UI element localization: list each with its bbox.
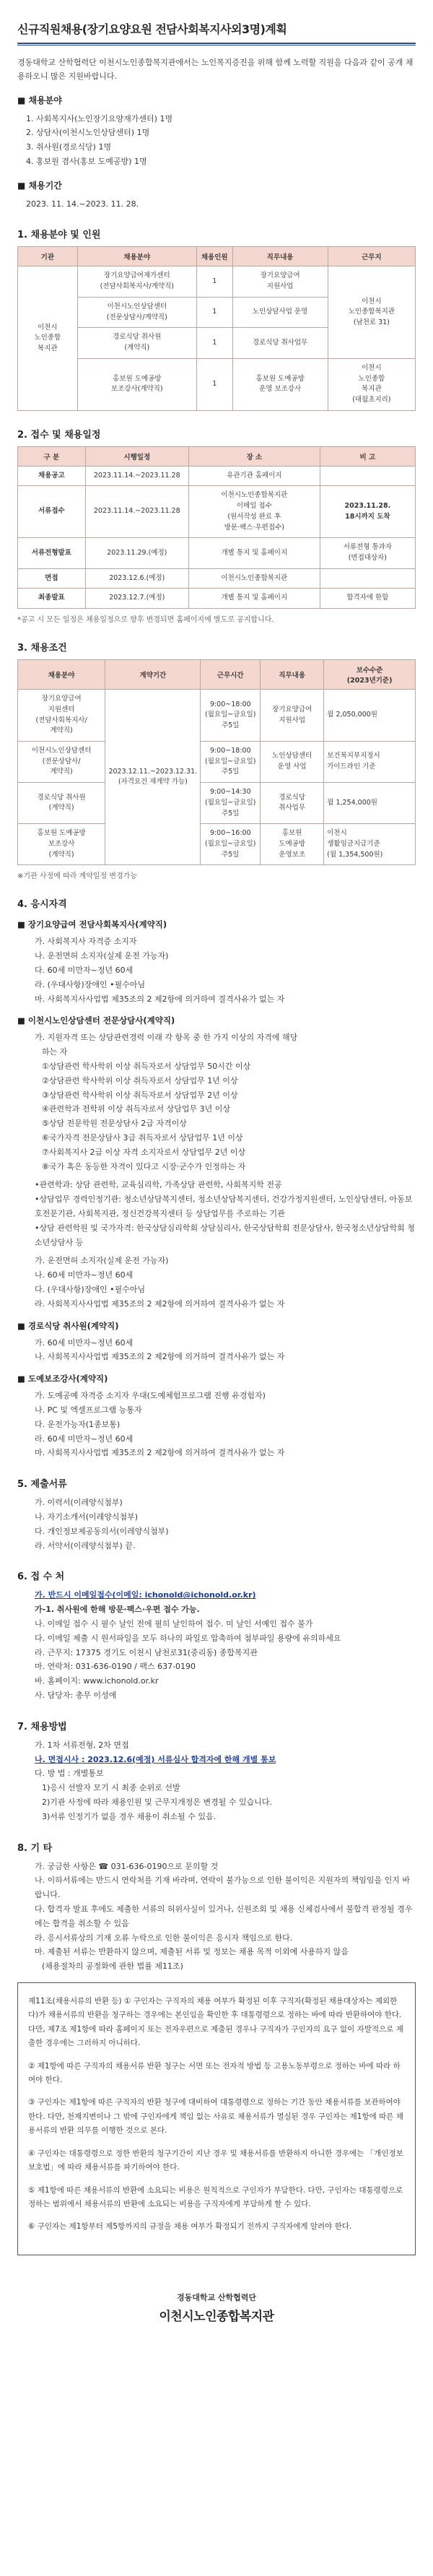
table-cell: 홍보원 도예공방 보조강사 (계약직) <box>18 824 105 865</box>
table-header: 보수수준 (2023년기준) <box>324 660 416 690</box>
visit-submission-line: 가-1. 취사원에 한해 방문·팩스·우편 접수 가능. <box>35 1605 200 1615</box>
table-cell: 이천시 생활임금지급기준 (월 1,354,500원) <box>324 824 416 865</box>
qualification-head-social-worker: ■ 장기요양급여 전담사회복지사(계약직) <box>17 919 167 930</box>
table-row <box>18 358 416 410</box>
section-8-title: 8. 기 타 <box>17 1842 53 1854</box>
table-header: 근무지 <box>328 247 415 266</box>
table-cell: 경로식당 취사업무 <box>232 328 328 358</box>
list-item: ①상담관련 학사학위 이상 취득자로서 상담업무 50시간 이상 <box>42 1062 251 1072</box>
section-7-title: 7. 채용방법 <box>17 1721 67 1732</box>
conditions-table <box>17 659 416 865</box>
table-header: 근무시간 <box>201 660 261 690</box>
list-item: 나. PC 및 엑셀프로그램 능통자 <box>35 1405 142 1415</box>
list-item: 다. 60세 미만자~정년 60세 <box>35 966 134 976</box>
table-cell: 이천시노인종합복지관 <box>188 568 320 589</box>
table-cell: 개별 통지 및 홈페이지 <box>188 538 320 568</box>
table-row <box>18 568 416 589</box>
list-item: 2. 상담사(이천시노인상담센터) 1명 <box>26 128 150 138</box>
table-cell: 이천시노인상담센터 (전문상담사/계약직) <box>77 297 196 327</box>
table-cell: 1 <box>196 297 232 327</box>
list-item: 3. 취사원(경로식당) 1명 <box>26 142 112 152</box>
table-cell <box>320 568 415 589</box>
list-item: 나. 사회복지사사업법 제35조의 2 제2항에 의거하여 결격사유가 없는 자 <box>35 1352 285 1362</box>
list-item: 라. 60세 미만자~정년 60세 <box>35 1434 134 1444</box>
list-item: ⑥국가자격 전문상담사 3급 취득자로서 상담업무 1년 이상 <box>42 1133 243 1143</box>
table-header: 기관 <box>18 247 78 266</box>
table-cell: 이천시노인종합복지관 이메일 접수 (원서작성 완료 후 방문·팩스·우편접수) <box>188 486 320 538</box>
list-item: 나. 60세 미만자~정년 60세 <box>35 1270 134 1280</box>
title-divider <box>17 43 416 45</box>
list-item: 마. 사회복지사사업법 제35조의 2 제2항에 의거하여 결격사유가 없는 자 <box>35 1448 285 1458</box>
table-row <box>18 783 416 824</box>
list-item: 라. (우대사항)장애인 •필수아님 <box>35 979 146 989</box>
footer-org-university: 경동대학교 산학협력단 <box>176 2292 257 2302</box>
footer <box>17 2263 416 2324</box>
table-cell: 9:00~18:00 (월요일~금요일) 주5일 <box>201 742 261 783</box>
table-cell: 1 <box>196 358 232 410</box>
footer-org-center: 이천시노인종합복지관 <box>159 2309 274 2324</box>
section-5-title: 5. 제출서류 <box>17 1479 67 1491</box>
list-item: (채용절차의 공정화에 관한 법률 제11조) <box>42 1961 183 1972</box>
table-cell: 2023.11.28. 18시까지 도착 <box>320 486 415 538</box>
table-row <box>18 266 416 297</box>
table-cell: 2023.11.14.~2023.11.28 <box>85 466 188 486</box>
section-3-title: 3. 채용조건 <box>17 643 67 654</box>
list-item: 가. 1차 서류전형, 2차 면접 <box>35 1740 129 1750</box>
table-cell: 경로식당 취사원 (계약직) <box>77 328 196 358</box>
table-cell: 월 1,254,000원 <box>324 783 416 824</box>
list-item: 가. 사회복지사 자격증 소지자 <box>35 937 137 947</box>
table-cell: 2023.11.29.(예정) <box>85 538 188 568</box>
list-item: 다. 합격자 발표 후에도 제출한 서류의 허위사실이 있거나, 신원조회 및 채용 신체검사에서 불합격 판정될 경우에는 합격을 취소할 수 있음 <box>35 1904 413 1928</box>
table-cell: 보건복지부지정서 가이드라인 기준 <box>324 742 416 783</box>
list-item: 라. 사회복지사사업법 제35조의 2 제2항에 의거하여 결격사유가 없는 자 <box>35 1298 285 1309</box>
qualification-head-ceramics: ■ 도예보조강사(계약직) <box>17 1374 108 1384</box>
table-cell: 최종발표 <box>18 589 86 609</box>
list-item: ④관련학과 전학위 이상 취득자로서 상담업무 3년 이상 <box>42 1104 230 1114</box>
schedule-table <box>17 446 416 609</box>
list-item: •상담 관련학원 및 국가자격: 한국상담심리학회 상담심리사, 한국상담학회 전문상담사, 한국청소년상담학회 청소년상담사 등 <box>35 1223 415 1247</box>
table-header: 구 분 <box>18 446 86 466</box>
list-item: 마. 연락처: 031-636-0190 / 팩스 637-0190 <box>35 1662 196 1672</box>
table-row <box>18 742 416 783</box>
table-row <box>18 538 416 568</box>
table-cell <box>320 466 415 486</box>
list-item: 3)서류 인정기가 없을 경우 채용이 취소될 수 있음. <box>42 1811 216 1821</box>
table-header: 계약기간 <box>105 660 201 690</box>
table-cell: 합격자에 한함 <box>320 589 415 609</box>
law-excerpt-box <box>17 1982 416 2255</box>
table-cell: 서류접수 <box>18 486 86 538</box>
table-cell: 이천시 노인종합 복지관 <box>18 266 78 410</box>
table-row <box>18 589 416 609</box>
law-paragraph: ④ 구인자는 대통령령으로 정한 반환의 청구기간이 지난 경우 및 채용서류를 반환하지 아니한 경우에는 「개인정보 보호법」에 따라 채용서류를 파기하여야 한다. <box>28 2148 403 2172</box>
table-cell: 장기요양급여 지원사업 <box>261 690 324 742</box>
table-cell: 채용공고 <box>18 466 86 486</box>
law-paragraph: ② 제1항에 따른 구직자의 채용서류 반환 청구는 서면 또는 전자적 방법 등 고용노동부령으로 정하는 바에 따라 하여야 한다. <box>28 2061 401 2085</box>
section-4-title: 4. 응시자격 <box>17 899 67 911</box>
intro-text: 경동대학교 산학협력단 이천시노인종합복지관에서는 노인복지증진을 위해 함께 노력할 직원을 다음과 같이 공개 채용하오니 많은 지원바랍니다. <box>17 58 414 82</box>
period-text: 2023. 11. 14.~2023. 11. 28. <box>26 199 139 209</box>
list-item: 가. 60세 미만자~정년 60세 <box>35 1337 134 1348</box>
list-item: 1. 사회복지사(노인장기요양재가센터) 1명 <box>26 113 173 123</box>
table-cell: 1 <box>196 266 232 297</box>
homepage-link[interactable]: 바. 홈페이지: www.ichonold.or.kr <box>35 1676 159 1686</box>
section-6-title: 6. 접 수 처 <box>17 1571 65 1583</box>
list-item: •관련학과: 상담 관련학, 교육심리학, 가족상담 관련학, 사회복지학 전공 <box>35 1180 282 1190</box>
section-recruit-fields-title: ■ 채용분야 <box>17 95 62 105</box>
table-header: 채용분야 <box>18 660 105 690</box>
table-header: 비 고 <box>320 446 415 466</box>
table-header: 채용분야 <box>77 247 196 266</box>
recruit-table <box>17 246 416 410</box>
qualification-head-counselor: ■ 이천시노인상담센터 전문상담사(계약직) <box>17 1015 175 1026</box>
table-cell: 2023.12.6.(예정) <box>85 568 188 589</box>
table-cell: 서류전형발표 <box>18 538 86 568</box>
table-header: 채용인원 <box>196 247 232 266</box>
list-item: 하는 자 <box>42 1047 68 1057</box>
list-item: 다. 운전가능자(1종보통) <box>35 1419 121 1429</box>
table-cell: 9:00~18:00 (월요일~금요일) 주5일 <box>201 690 261 742</box>
list-item: 나. 자기소개서(이레양식첨부) <box>35 1512 139 1522</box>
list-item: 나. 이메일 접수 시 필수 날인 전에 필히 날인하여 접수. 미 날인 서예인 접수 불가 <box>35 1618 313 1629</box>
list-item: 가. 도예공예 자격증 소지자 우대(도예체험프로그램 진행 유경험자) <box>35 1391 266 1401</box>
table-row <box>18 486 416 538</box>
table-cell: 9:00~14:30 (월요일~금요일) 주5일 <box>201 783 261 824</box>
section-period-title: ■ 채용기간 <box>17 180 62 191</box>
table-cell: 홍보원 도예공방 운영 보조강사 <box>232 358 328 410</box>
list-item: 가. 운전면허 소지자(실제 운전 가능자) <box>35 1256 169 1266</box>
table-header: 장 소 <box>188 446 320 466</box>
list-item: 라. 응시서류상의 기재 오류 누락으로 인한 불이익은 응시자 책임으로 한다. <box>35 1933 293 1943</box>
table-row <box>18 690 416 742</box>
table-cell: 노인상담사업 운영 <box>232 297 328 327</box>
table-cell: 이천시노인상담센터 (전문상담사/ 계약직) <box>18 742 105 783</box>
list-item: 라. 서약서(이레양식첨부) 끝. <box>35 1540 136 1551</box>
recruit-fields-list <box>17 112 416 169</box>
list-item: 가. 지원자격 또는 상담관련경력 이래 각 항목 중 한 가지 이상의 자격에 해당 <box>35 1033 298 1043</box>
table-cell: 장기요양급여 지원센터 (전담사회복지사/ 계약직) <box>18 690 105 742</box>
table-cell: 유관기관 홈페이지 <box>188 466 320 486</box>
interview-date-line: 나. 면접시사 : 2023.12.6(예정) 서류심사 합격자에 한해 개별 통보 <box>35 1754 276 1764</box>
law-paragraph: ⑥ 구인자는 제1항부터 제5항까지의 규정을 채용 여부가 확정되기 전까지 구직자에게 알려야 한다. <box>28 2222 352 2232</box>
list-item: ③상담관련 학사학위 이상 취득자로서 상담업무 2년 이상 <box>42 1090 238 1100</box>
list-item: 가. 궁금한 사항은 ☎ 031-636-0190으로 문의할 것 <box>35 1861 219 1871</box>
list-item: 사. 담당자: 총무 이성애 <box>35 1690 117 1700</box>
table-cell: 2023.12.11.~2023.12.31. (자격요건 재계약 가능) <box>105 690 201 865</box>
table-cell: 경로식당 취사원 (계약직) <box>18 783 105 824</box>
list-item: •상담업무 경력인정기관: 청소년상담복지센터, 청소년상담복지센터, 건강가정지원센터, 노인상담센터, 아동보호전문기관, 사회복지관, 정신건강복지센터 등 상담업무를 주로하는 기관 <box>35 1194 413 1219</box>
list-item: 4. 홍보원 겸사(홍보 도예공방) 1명 <box>26 156 147 166</box>
list-item: 다. (우대사항)장애인 •필수아님 <box>35 1285 146 1295</box>
table-cell: 개별 통지 및 홈페이지 <box>188 589 320 609</box>
list-item: 나. 운전면허 소지자(실제 운전 가능자) <box>35 951 169 961</box>
email-submission-line[interactable]: 가. 반드시 이메일접수(이메일: ichonold@ichonold.or.kr) <box>35 1590 256 1600</box>
list-item: 나. 이하서류에는 반드시 연락처를 기재 바라며, 연락이 불가능으로 인한 불이익은 지원자의 책임임을 인지 바랍니다. <box>35 1875 410 1900</box>
list-item: 가. 이력서(이레양식첨부) <box>35 1498 123 1508</box>
table-cell: 이천시 노인종합복지관 (남천로 31) <box>328 266 415 358</box>
table-row <box>18 824 416 865</box>
list-item: 마. 제출된 서류는 반환하지 않으며, 제출된 서류 및 정보는 채용 목적 이외에 사용하지 않음 <box>35 1947 349 1957</box>
law-paragraph: ③ 구인자는 제1항에 따른 구직자의 반환 청구에 대비하여 대통령령으로 정하는 기간 동안 채용서류를 보관하여야 한다. 다만, 천재지변이나 그 밖에 구인자에게 책임 없는 사유로 채용서류가 멸실된 경우 구인자는 제1항에 따른 채용서류의 반환 의무를 이행한 것으로 본다. <box>28 2098 403 2135</box>
list-item: 다. 방 법 : 개별통보 <box>35 1769 104 1779</box>
table-header: 시행일정 <box>85 446 188 466</box>
table-cell: 홍보원 도예공방 보조강사(계약직) <box>77 358 196 410</box>
list-item: 다. 이메일 제출 시 원서파일을 모두 하나의 파일로 압축하여 첨부파일 용량에 유의하세요 <box>35 1633 341 1643</box>
table-header: 직무내용 <box>261 660 324 690</box>
section-1-title: 1. 채용분야 및 인원 <box>17 230 101 241</box>
list-item: ⑧국가 혹은 동등한 자격이 있다고 시장·군수가 인정하는 자 <box>42 1161 246 1171</box>
table-cell: 홍보원 도예공방 운영보조 <box>261 824 324 865</box>
list-item: 라. 근무지: 17375 경기도 이천시 남천로31(중리동) 종합복지관 <box>35 1647 258 1657</box>
table-cell: 이천시 노인종합 복지관 (대월초지리) <box>328 358 415 410</box>
table-cell: 경로식당 취사업무 <box>261 783 324 824</box>
list-item: 다. 개인정보제공동의서(이레양식첨부) <box>35 1526 169 1536</box>
table-cell: 2023.12.7.(예정) <box>85 589 188 609</box>
table-row <box>18 466 416 486</box>
table-cell: 장기요양급여 지원사업 <box>232 266 328 297</box>
table-header: 직무내용 <box>232 247 328 266</box>
list-item: ⑤상담 전문학원 전문상담사 2급 자격이상 <box>42 1119 187 1129</box>
table-cell: 2023.11.14.~2023.11.28 <box>85 486 188 538</box>
list-item: 2)기관 사정에 따라 채용인원 및 근무지개정은 변경될 수 있습니다. <box>42 1797 273 1807</box>
table-cell: 9:00~16:00 (월요일~금요일) 주5일 <box>201 824 261 865</box>
table-cell: 월 2,050,000원 <box>324 690 416 742</box>
page-title: 신규직원채용(장기요양요원 전담사회복지사외3명)계획 <box>17 22 287 36</box>
list-item: 1)응시 선발자 모기 시 최종 순위로 선발 <box>42 1783 180 1793</box>
table-cell: 서류전형 통과자 (면접대상자) <box>320 538 415 568</box>
table-cell: 장기요양급여재가센터 (전담사회복지사/계약직) <box>77 266 196 297</box>
conditions-note: ※기관 사정에 따라 계약일정 변경가능 <box>17 872 137 881</box>
table-cell: 노인상담센터 운영 사업 <box>261 742 324 783</box>
table-cell: 면접 <box>18 568 86 589</box>
law-paragraph: 제11조(채용서류의 반환 등) ① 구인자는 구직자의 채용 여부가 확정된 이후 구직자(확정된 채용대상자는 제외한다)가 채용서류의 반환을 청구하는 경우에는 본인임을 확인한 후 대통령령으로 정하는 바에 따라 반환하여야 한다. 다만, 제7조 제1항에 따라 홈페이지 또는 전자우편으로 제출된 경우나 구직자가 구인자의 요구 없이 자발적으로 제출한 경우에는 그러하지 아니하다. <box>28 1996 403 2048</box>
list-item: 마. 사회복지사사업법 제35조의 2 제2항에 의거하여 결격사유가 없는 자 <box>35 994 285 1004</box>
qualification-head-cook: ■ 경로식당 취사원(계약직) <box>17 1320 119 1331</box>
law-paragraph: ⑤ 제1항에 따른 채용서류의 반환에 소요되는 비용은 원칙적으로 구인자가 부담한다. 다만, 구인자는 대통령령으로 정하는 범위에서 채용서류의 반환에 소요되는 비용을 구직자에게 부담하게 할 수 있다. <box>28 2185 403 2208</box>
section-2-title: 2. 접수 및 채용일정 <box>17 429 101 441</box>
table-cell: 1 <box>196 328 232 358</box>
list-item: ⑦사회복지사 2급 이상 자격 소지자로서 상담업무 2년 이상 <box>42 1147 246 1157</box>
list-item: ②상담관련 학사학위 이상 취득자로서 상담업무 1년 이상 <box>42 1075 238 1085</box>
schedule-note: *공고 시 모든 일정은 채용일정으로 향후 변경되면 홈페이지에 별도로 공지합니다. <box>17 616 274 625</box>
